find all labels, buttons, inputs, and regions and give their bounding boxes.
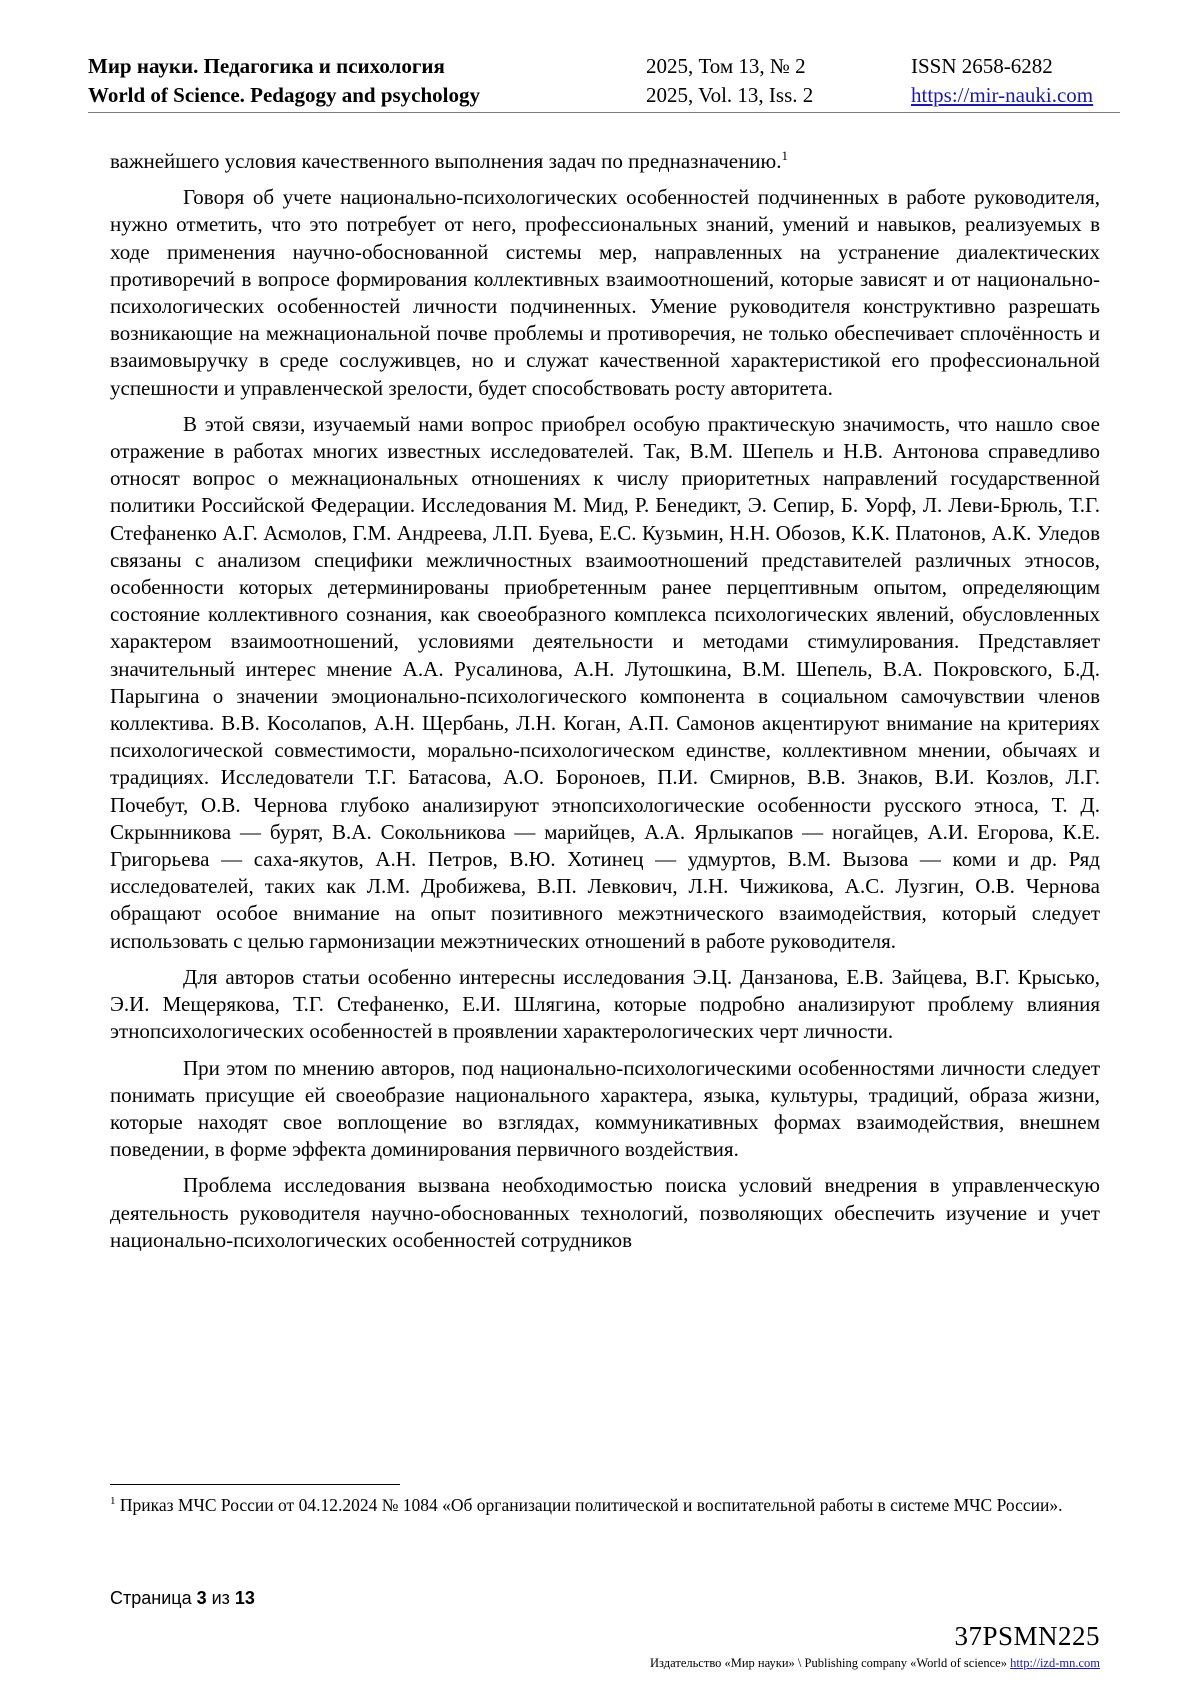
- page-word: Страница: [110, 1588, 197, 1608]
- page-number: [110, 1588, 255, 1609]
- footnote-text: Приказ МЧС России от 04.12.2024 № 1084 «Об организации политической и воспитательной работы в системе МЧС России».: [115, 1495, 1063, 1515]
- paragraph-3: Для авторов статьи особенно интересны исследования Э.Ц. Данзанова, Е.В. Зайцева, В.Г. Крысько, Э.И. Мещерякова, Т.Г. Стефаненко, Е.И. Шлягина, которые подробно анализируют проблему влияния этнопсихологических особенностей в проявлении характерологических черт личности.: [110, 964, 1100, 1044]
- issue-en: 2025, Vol. 13, Iss. 2: [646, 83, 814, 107]
- page-header: [88, 52, 1120, 112]
- header-divider: [88, 112, 1120, 113]
- publisher-line: [650, 1656, 1100, 1671]
- article-body: [110, 148, 1100, 1263]
- page-total: 13: [234, 1588, 255, 1608]
- paragraph-4: При этом по мнению авторов, под национально-психологическими особенностями личности следует понимать присущие ей своеобразие национального характера, языка, культуры, традиций, образа жизни, которые находят свое воплощение во взглядах, коммуникативных формах взаимодействия, внешнем поведении, в форме эффекта доминирования первичного воздействия.: [110, 1055, 1100, 1162]
- paragraph-0-text: важнейшего условия качественного выполнения задач по предназначению.: [110, 149, 782, 173]
- issn-block: [911, 52, 1093, 110]
- paragraph-5: Проблема исследования вызвана необходимостью поиска условий внедрения в управленческую деятельность руководителя научно-обоснованных технологий, позволяющих обеспечить изучение и учет национально-психологических особенностей сотрудников: [110, 1173, 1100, 1252]
- journal-title-ru: Мир науки. Педагогика и психология: [88, 54, 445, 78]
- issue-info: [646, 52, 813, 110]
- journal-title: [88, 52, 480, 110]
- paragraph-0: [110, 148, 1100, 175]
- page-current: 3: [196, 1588, 207, 1608]
- footnote-number: 1: [110, 1495, 116, 1508]
- paragraph-2: В этой связи, изучаемый нами вопрос приобрел особую практическую значимость, что нашло свое отражение в работах многих известных исследователей. Так, В.М. Шепель и Н.В. Антонова справедливо относят вопрос о межнациональных отношениях к числу приоритетных направлений государственной политики Российской Федерации. Исследования М. Мид, Р. Бенедикт, Э. Сепир, Б. Уорф, Л. Леви-Брюль, Т.Г. Стефаненко А.Г. Асмолов, Г.М. Андреева, Л.П. Буева, Е.С. Кузьмин, Н.Н. Обозов, К.К. Платонов, А.К. Уледов связаны с анализом специфики межличностных взаимоотношений представителей различных этносов, особенности которых детерминированы приобретенным ранее перцептивным опытом, определяющим состояние коллективного сознания, как своеобразного комплекса психологических явлений, обусловленных характером взаимоотношений, условиями деятельности и методами стимулирования. Представляет значительный интерес мнение А.А. Русалинова, А.Н. Лутошкина, В.М. Шепель, В.А. Покровского, Б.Д. Парыгина о значении эмоционально-психологического компонента в социальном самочувствии членов коллектива. В.В. Косолапов, А.Н. Щербань, Л.Н. Коган, А.П. Самонов акцентируют внимание на критериях психологической совместимости, морально-психологическом единстве, коллективном мнении, обычаях и традициях. Исследователи Т.Г. Батасова, А.О. Бороноев, П.И. Смирнов, В.В. Знаков, В.И. Козлов, Л.Г. Почебут, О.В. Чернова глубоко анализируют этнопсихологические особенности русского этноса, Т. Д. Скрынникова — бурят, В.А. Сокольникова — марийцев, А.А. Ярлыкапов — ногайцев, А.И. Егорова, К.Е. Григорьева — саха-якутов, А.Н. Петров, В.Ю. Хотинец — удмуртов, В.М. Вызова — коми и др. Ряд исследователей, таких как Л.М. Дробижева, В.П. Левкович, Л.Н. Чижикова, А.С. Лузгин, О.В. Чернова обращают особое внимание на опыт позитивного межэтнического взаимодействия, который следует использовать с целью гармонизации межэтнических отношений в работе руководителя.: [110, 411, 1100, 953]
- issue-ru: 2025, Том 13, № 2: [646, 54, 806, 78]
- article-code: 37PSMN225: [954, 1621, 1100, 1651]
- footnote-divider: [110, 1484, 400, 1485]
- footnote-ref[interactable]: 1: [781, 148, 788, 163]
- publisher-text: Издательство «Мир науки» \ Publishing company «World of science»: [650, 1656, 1011, 1670]
- publisher-url-link[interactable]: http://izd-mn.com: [1010, 1656, 1100, 1670]
- issn: ISSN 2658-6282: [911, 54, 1053, 78]
- page-of: из: [206, 1588, 235, 1608]
- journal-title-en: World of Science. Pedagogy and psychology: [88, 83, 481, 107]
- paragraph-1: Говоря об учете национально-психологических особенностей подчиненных в работе руководителя, нужно отметить, что это потребует от него, профессиональных знаний, умений и навыков, реализуемых в ходе применения научно-обоснованной системы мер, направленных на устранение диалектических противоречий в вопросе формирования коллективных взаимоотношений, которые зависят и от национально-психологических особенностей личности подчиненных. Умение руководителя конструктивно разрешать возникающие на межнациональной почве проблемы и противоречия, не только обеспечивает сплочённость и взаимовыручку в среде сослуживцев, но и служат качественной характеристикой его профессиональной успешности и управленческой зрелости, будет способствовать росту авторитета.: [110, 185, 1100, 400]
- journal-url-link[interactable]: https://mir-nauki.com: [911, 83, 1094, 107]
- footnote: [110, 1494, 1100, 1517]
